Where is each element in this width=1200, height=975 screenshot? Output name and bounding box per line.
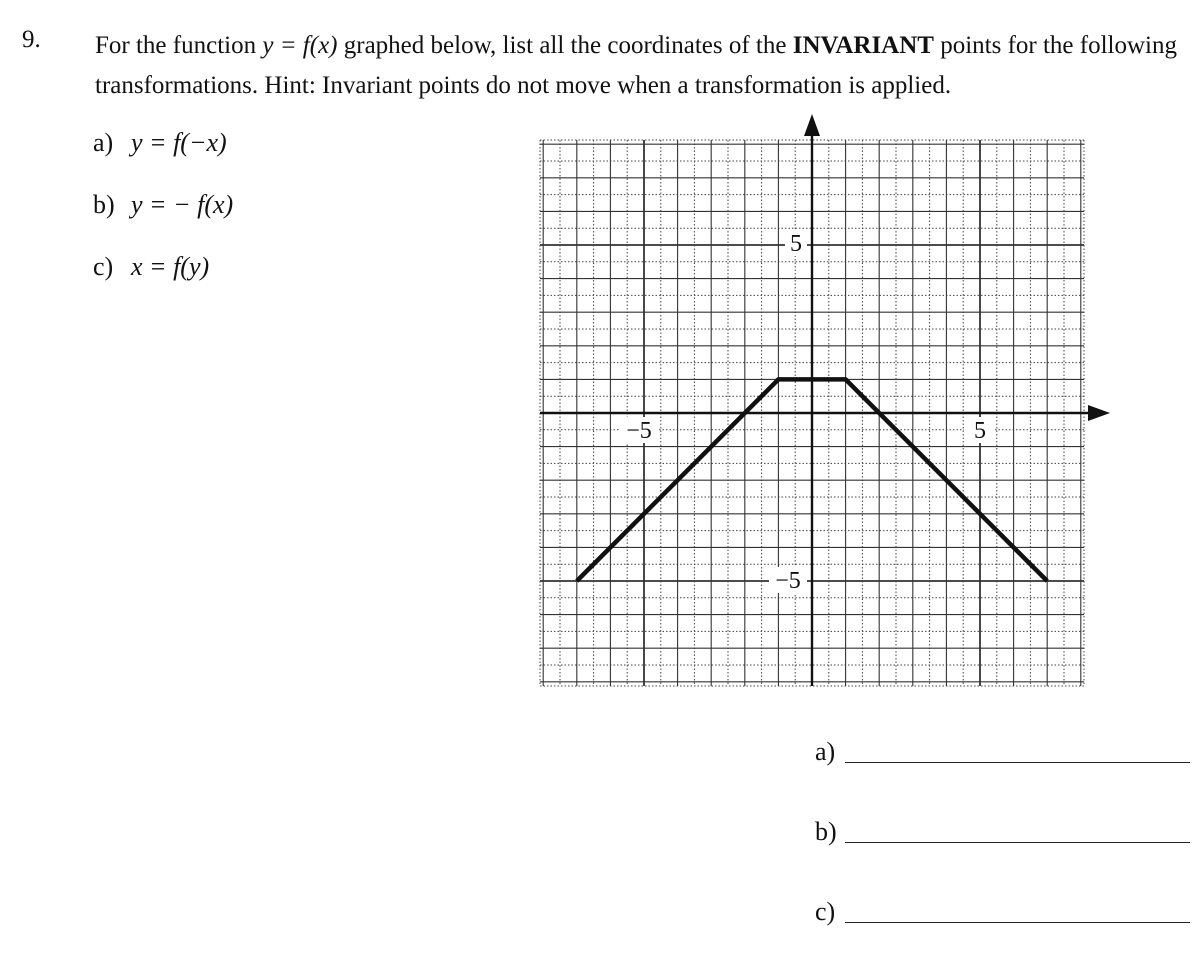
x-axis-arrow — [1088, 405, 1110, 421]
part-a-label: a) — [93, 128, 114, 157]
answer-b-line[interactable] — [845, 842, 1190, 843]
x-tick-label-5: 5 — [974, 418, 986, 444]
y-axis-arrow — [804, 114, 820, 136]
answer-a-label: a) — [815, 737, 836, 766]
question-text-after: points for the following transformations. Hint: Invariant points do not move when a transformation is applied. — [95, 32, 1177, 99]
part-b-expression: y = − f(x) — [131, 190, 234, 219]
answer-c-line[interactable] — [845, 922, 1190, 923]
axes — [540, 114, 1110, 686]
y-tick-label-5: 5 — [790, 231, 802, 257]
answer-c-label: c) — [815, 897, 836, 926]
question-text-middle: graphed below, list all the coordinates of the — [337, 32, 793, 59]
answer-a — [815, 737, 1195, 767]
part-b-label: b) — [93, 190, 115, 219]
answer-c — [815, 897, 1195, 927]
y-tick-label-neg5: −5 — [775, 568, 801, 594]
answer-a-line[interactable] — [845, 762, 1190, 763]
answer-b — [815, 817, 1195, 847]
x-tick-label-neg5: −5 — [626, 418, 652, 444]
question-text-before: For the function — [95, 32, 263, 59]
part-c-label: c) — [93, 252, 114, 281]
invariant-keyword: INVARIANT — [792, 32, 934, 59]
part-c-expression: x = f(y) — [131, 252, 210, 281]
part-a-expression: y = f(−x) — [131, 128, 227, 157]
answer-b-label: b) — [815, 817, 837, 846]
question-number: 9. — [22, 26, 41, 53]
function-notation: y = f(x) — [262, 32, 338, 59]
